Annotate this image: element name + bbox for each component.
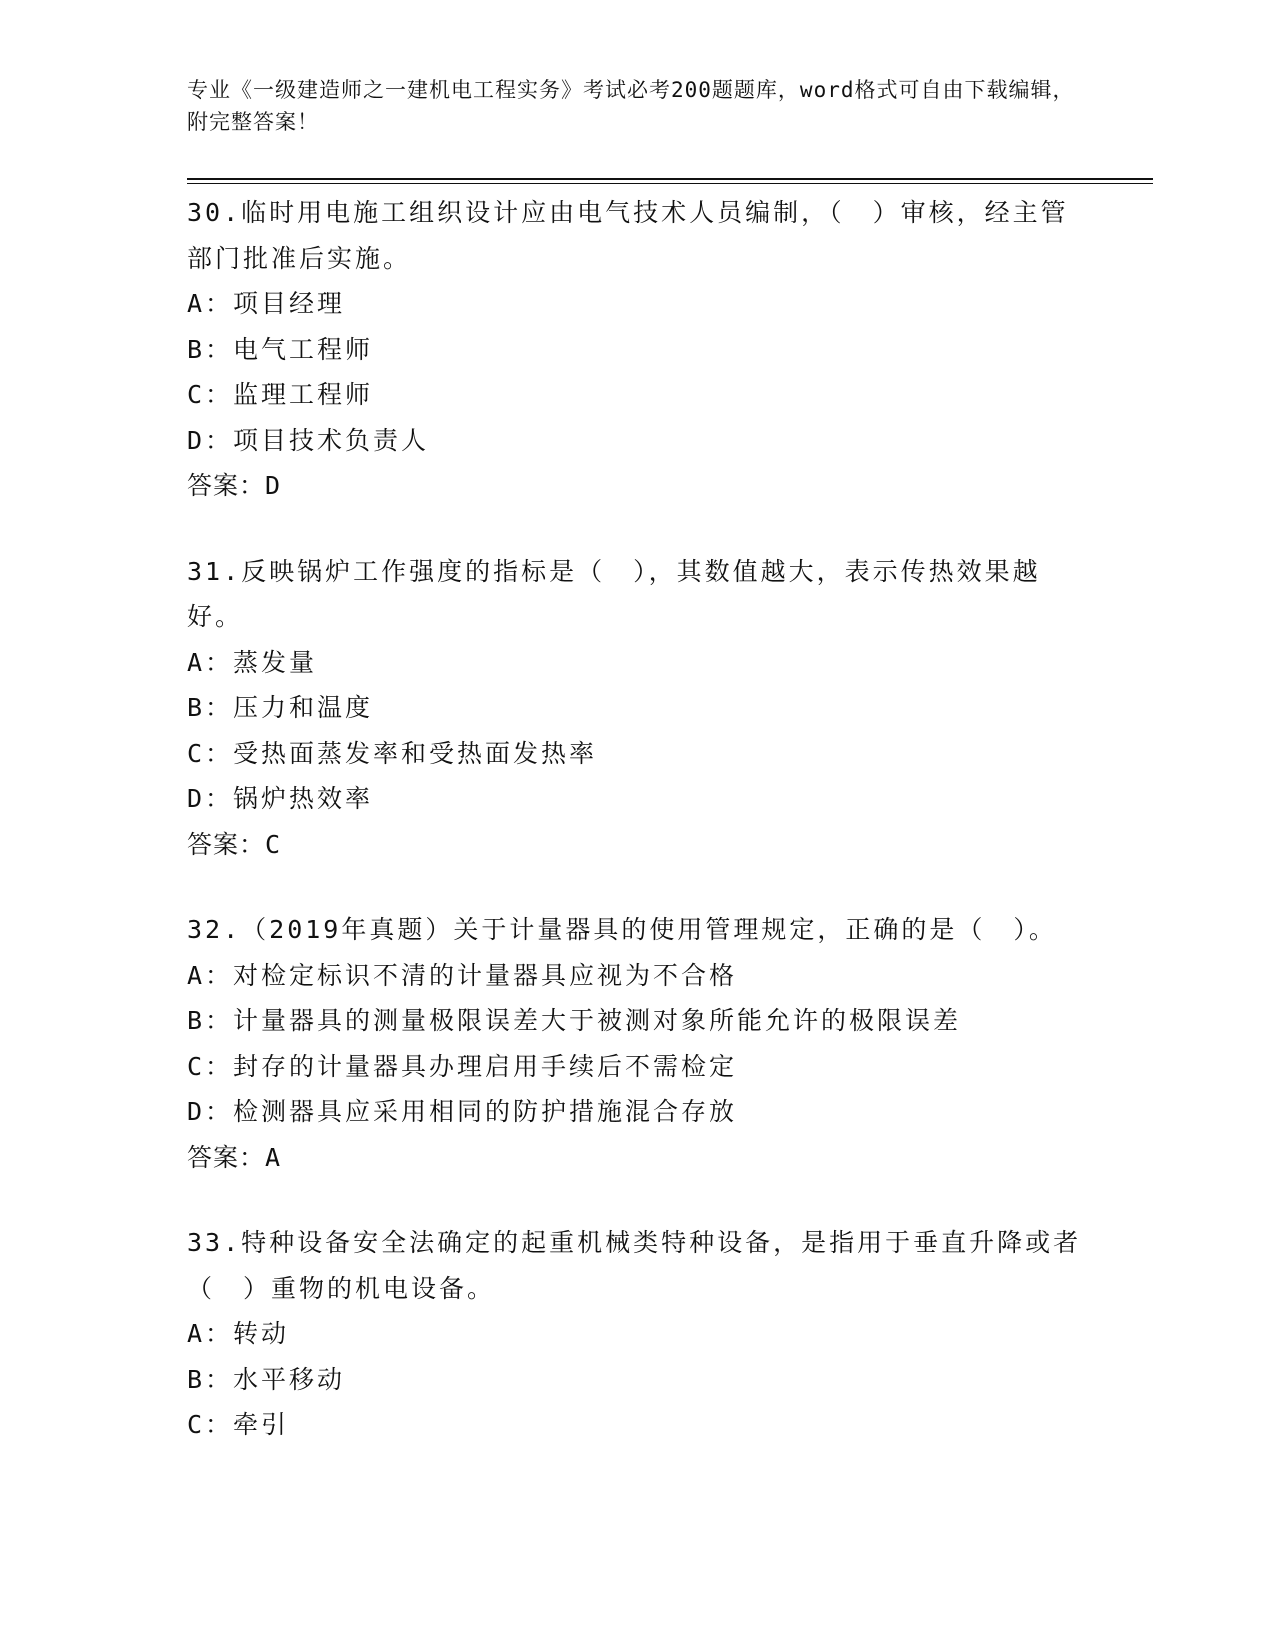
option-b: B：压力和温度 <box>187 693 374 722</box>
question-stem: 33.特种设备安全法确定的起重机械类特种设备，是指用于垂直升降或者（ ）重物的机电设备。 <box>187 1228 1082 1303</box>
question-stem: 31.反映锅炉工作强度的指标是（ ），其数值越大，表示传热效果越好。 <box>187 556 1041 631</box>
header-divider-thin <box>187 183 1153 184</box>
answer-line <box>187 463 1087 509</box>
option-b: B：计量器具的测量极限误差大于被测对象所能允许的极限误差 <box>187 1006 962 1035</box>
option-a: A：蒸发量 <box>187 647 318 677</box>
question-30 <box>187 190 1087 509</box>
answer-value: D <box>265 471 282 500</box>
answer-label: 答案： <box>187 1142 266 1172</box>
option-c: C：封存的计量器具办理启用手续后不需检定 <box>187 1051 738 1081</box>
answer-value: C <box>265 829 282 859</box>
option-c: C：牵引 <box>187 1410 290 1439</box>
answer-value: A <box>265 1142 282 1172</box>
document-header: 专业《一级建造师之一建机电工程实务》考试必考200题题库，word格式可自由下载编辑，附完整答案！ <box>187 78 1075 134</box>
answer-label: 答案： <box>187 829 266 859</box>
option-b: B：电气工程师 <box>187 334 374 364</box>
option-a: A：对检定标识不清的计量器具应视为不合格 <box>187 960 738 990</box>
option-c: C：受热面蒸发率和受热面发热率 <box>187 738 598 768</box>
option-a: A：转动 <box>187 1319 290 1348</box>
option-d: D：项目技术负责人 <box>187 425 430 455</box>
question-stem: 32.（2019年真题）关于计量器具的使用管理规定，正确的是（ ）。 <box>187 915 1057 944</box>
option-d: D：检测器具应采用相同的防护措施混合存放 <box>187 1097 738 1126</box>
option-b: B：水平移动 <box>187 1364 346 1394</box>
answer-line <box>187 822 1087 868</box>
option-a: A：项目经理 <box>187 289 346 318</box>
header-divider-thick <box>187 178 1153 180</box>
option-d: D：锅炉热效率 <box>187 784 374 813</box>
answer-line <box>187 1135 1087 1181</box>
answer-label: 答案： <box>187 471 266 500</box>
question-stem: 30.临时用电施工组织设计应由电气技术人员编制，（ ）审核，经主管部门批准后实施。 <box>187 198 1069 273</box>
question-31 <box>187 549 1087 868</box>
question-32 <box>187 907 1087 1180</box>
option-c: C：监理工程师 <box>187 380 374 409</box>
question-33 <box>187 1220 1087 1448</box>
question-list <box>187 190 1087 1488</box>
